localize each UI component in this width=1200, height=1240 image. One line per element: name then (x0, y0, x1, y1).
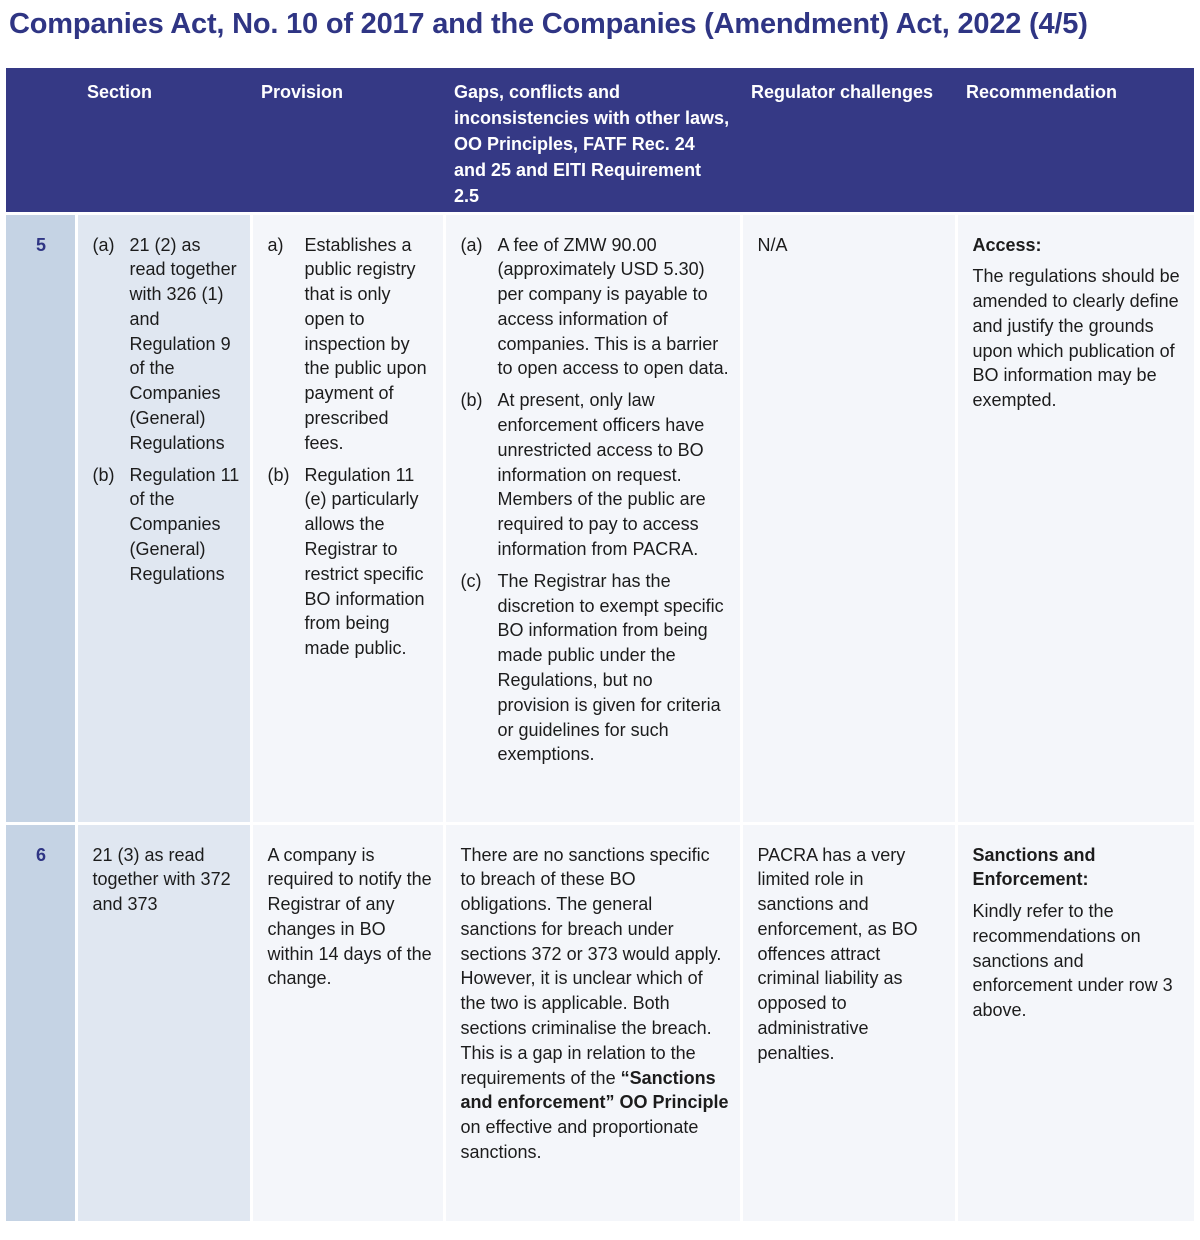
bo-analysis-table (6, 68, 1194, 1221)
recommendation-text: Kindly refer to the recommendations on sanctions and enforcement under row 3 above. (972, 901, 1173, 1021)
header-number (6, 68, 76, 213)
list-marker: (c) (460, 570, 482, 591)
row-number: 5 (6, 213, 76, 823)
header-gaps: Gaps, conflicts and inconsistencies with other laws, OO Principles, FATF Rec. 24 and 25 and EITI Requirement 2.5 (444, 68, 741, 213)
list-marker: (b) (460, 390, 483, 411)
provision-cell: A company is required to notify the Registrar of any changes in BO within 14 days of the change. (251, 823, 444, 1221)
list-item (461, 569, 730, 767)
recommendation-text: The regulations should be amended to clearly define and justify the grounds upon which publication of BO information may be exempted. (972, 266, 1180, 411)
recommendation-cell (956, 823, 1194, 1221)
list-marker: (b) (267, 464, 290, 485)
table-row (6, 213, 1194, 823)
gaps-cell (444, 823, 741, 1221)
list-text: The Registrar has the discretion to exempt specific BO information from being made public under the Regulations, but no provision is given for criteria or guidelines for such exemptions. (497, 570, 724, 765)
header-provision: Provision (251, 68, 444, 213)
list-text: A fee of ZMW 90.00 (approximately USD 5.30) per company is payable to access information of companies. This is a barrier to open access to open data. (497, 234, 729, 379)
list-text: Regulation 11 of the Companies (General) Regulations (129, 464, 240, 584)
gaps-emphasis: “Sanctions and enforcement” OO Principle (460, 1067, 729, 1113)
list-text: Establishes a public registry that is only open to inspection by the public upon payment of prescribed fees. (304, 234, 427, 453)
gaps-text: There are no sanctions specific to breach of these BO obligations. The general sanctions for breach under sections 372 or 373 would apply. However, it is unclear which of the two is applicable. Both sections criminalise the breach. This is a gap in relation to the requirements of the (460, 844, 722, 1088)
list-item (461, 388, 730, 562)
table-header-row (6, 68, 1194, 213)
recommendation-cell (956, 213, 1194, 823)
header-recommendation: Recommendation (956, 68, 1194, 213)
list-item (268, 463, 433, 661)
section-cell: 21 (3) as read together with 372 and 373 (76, 823, 251, 1221)
list-marker: (b) (92, 464, 115, 485)
list-text: Regulation 11 (e) particularly allows the Registrar to restrict specific BO information from being made public. (304, 464, 425, 659)
page-title: Companies Act, No. 10 of 2017 and the Companies (Amendment) Act, 2022 (4/5) (9, 8, 1088, 40)
list-text: 21 (2) as read together with 326 (1) and Regulation 9 of the Companies (General) Regulations (129, 234, 237, 453)
list-marker: a) (267, 234, 284, 255)
gaps-text-end: on effective and proportionate sanctions. (460, 1117, 699, 1163)
list-item (268, 233, 433, 456)
recommendation-heading: Access: (972, 234, 1042, 255)
list-item (461, 233, 730, 382)
header-regulator-challenges: Regulator challenges (741, 68, 956, 213)
list-item (93, 233, 240, 456)
recommendation-heading: Sanctions and Enforcement: (972, 844, 1096, 890)
section-cell (76, 213, 251, 823)
row-number: 6 (6, 823, 76, 1221)
header-section: Section (76, 68, 251, 213)
list-text: At present, only law enforcement officers have unrestricted access to BO information on request. Members of the public are required to pay to access information from PACRA. (497, 390, 706, 560)
regulator-cell: PACRA has a very limited role in sanctions and enforcement, as BO offences attract criminal liability as opposed to administrative penalties. (741, 823, 956, 1221)
regulator-cell: N/A (741, 213, 956, 823)
list-marker: (a) (460, 234, 483, 255)
list-item (93, 463, 240, 587)
table-row (6, 823, 1194, 1221)
provision-cell (251, 213, 444, 823)
gaps-cell (444, 213, 741, 823)
list-marker: (a) (92, 234, 115, 255)
